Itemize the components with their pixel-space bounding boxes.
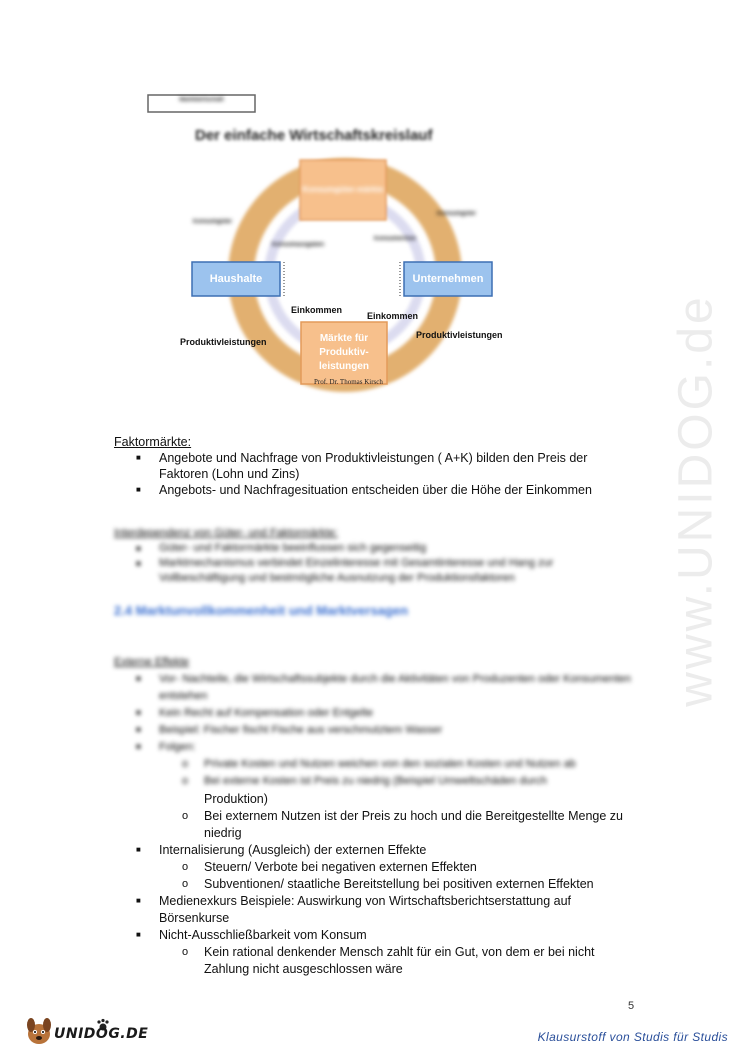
sub-list-continuation (114, 791, 634, 808)
diagram-title: Der einfache Wirtschaftskreislauf (195, 127, 433, 144)
extern-heading: Externe Effekte (114, 656, 190, 668)
list-item: ■ Folgen: (136, 741, 196, 753)
box-right-label: Unternehmen (412, 273, 484, 285)
label-produktivleistungen-left: Produktivleistungen (180, 337, 267, 347)
diagram-credit: Prof. Dr. Thomas Kirsch (314, 378, 383, 386)
sub-list-item-text: Bei externe Kosten ist Preis zu niedrig (Beispiel Umweltschäden durch (204, 775, 547, 787)
label-konsumerloese: Konsumerlöse (374, 236, 416, 242)
faktor-heading: Faktormärkte: (114, 435, 192, 449)
box-top-label: Konsumgüter-märkte (302, 184, 384, 194)
section-interdependenz (114, 526, 634, 586)
list-item: ■ Vor- Nachteile, die Wirtschaftssubjekte durch die Aktivitäten von Produzenten oder Konsumenten entstehen (136, 673, 632, 702)
list-item: ■ Internalisierung (Ausgleich) der externen Effekte (136, 843, 427, 857)
list-item-text: Nicht-Ausschließbarkeit vom Konsum (159, 928, 367, 942)
section-heading: 2.4 Marktunvollkommenheit und Marktversagen (114, 603, 409, 618)
list-item: ■ Nicht-Ausschließbarkeit vom Konsum (136, 928, 367, 942)
logo-text: UNIDOG.DE (54, 1026, 149, 1042)
sub-list-item-text: Steuern/ Verbote bei negativen externen Effekten (204, 860, 477, 874)
sub-list-item: o Subventionen/ staatliche Bereitstellung bei positiven externen Effekten (182, 877, 594, 891)
list-item-text: Internalisierung (Ausgleich) der externen Effekte (159, 843, 427, 857)
list-item-text: Vor- Nachteile, die Wirtschaftssubjekte durch die Aktivitäten von Produzenten oder Konsumenten entstehen (159, 673, 632, 702)
label-produktivleistungen-right: Produktivleistungen (416, 330, 503, 340)
sub-list-item: o Steuern/ Verbote bei negativen externen Effekten (182, 860, 477, 874)
list-item-text: Angebots- und Nachfragesituation entscheiden über die Höhe der Einkommen (159, 483, 592, 497)
list-item: ■ Angebots- und Nachfragesituation entscheiden über die Höhe der Einkommen (136, 483, 592, 497)
list-item-text: Güter- und Faktormärkte beeinflussen sich gegenseitig (159, 542, 427, 554)
box-bottom-label: Märkte für Produktiv-leistungen (318, 333, 369, 372)
list-item-text: Angebote und Nachfrage von Produktivleistungen ( A+K) bilden den Preis der Faktoren (Lohn und Zins) (159, 451, 588, 481)
sub-list-item: o Private Kosten und Nutzen weichen von den sozialen Kosten und Nutzen ab (182, 758, 576, 770)
list-item-text: Kein Recht auf Kompensation oder Entgelte (159, 707, 374, 719)
sub-list-item: o Bei externem Nutzen ist der Preis zu hoch und die Bereitgestellte Menge zu niedrig (182, 809, 623, 840)
list-item: ■ Kein Recht auf Kompensation oder Entgelte (136, 707, 374, 719)
list-item: ■ Beispiel: Fischer fischt Fische aus verschmutztem Wasser (136, 724, 443, 736)
sub-list-item-text: Kein rational denkender Mensch zahlt für ein Gut, von dem er bei nicht Zahlung nicht ausgeschlossen wäre (204, 945, 595, 976)
label-konsumgueter-left: Konsumgüter (193, 219, 232, 225)
list-item: ■ Medienexkurs Beispiele: Auswirkung von Wirtschaftsberichtserstattung auf Börsenkurse (136, 894, 571, 925)
list-item-text: Marktmechanismus verbindet Einzelinteresse mit Gesamtinteresse und Hang zur Vollbeschäftigung und bestmögliche Ausnutzung der Produktionsfaktoren (159, 557, 554, 584)
label-einkommen-1: Einkommen (291, 305, 343, 315)
footer-tagline: Klausurstoff von Studis für Studis (537, 1030, 728, 1044)
label-konsumgueter-right: Konsumgüter (437, 211, 476, 217)
section-externe-effekte-continued (114, 791, 634, 978)
sub-list-item-text: Produktion) (204, 792, 268, 806)
sub-list-item-text: Private Kosten und Nutzen weichen von den sozialen Kosten und Nutzen ab (204, 758, 576, 770)
section-faktormaerkte (114, 434, 634, 498)
section-externe-effekte (114, 654, 634, 790)
list-item-text: Medienexkurs Beispiele: Auswirkung von Wirtschaftsberichtserstattung auf Börsenkurse (159, 894, 571, 925)
label-konsumausgaben: Konsumausgaben (272, 242, 325, 248)
diagram-tag: Marktwirtschaft (179, 97, 224, 103)
unidog-logo[interactable] (22, 1014, 162, 1048)
circular-flow-diagram (0, 0, 750, 400)
sub-list-item: o Bei externe Kosten ist Preis zu niedrig (Beispiel Umweltschäden durch (182, 775, 547, 787)
page-number: 5 (628, 1000, 635, 1012)
watermark-text: www.UNIDOG.de (669, 293, 723, 707)
list-item: ■ Angebote und Nachfrage von Produktivleistungen ( A+K) bilden den Preis der Faktoren (Lohn und Zins) (136, 451, 588, 481)
sub-list-item-text: Subventionen/ staatliche Bereitstellung bei positiven externen Effekten (204, 877, 594, 891)
sub-list-item: o Kein rational denkender Mensch zahlt für ein Gut, von dem er bei nicht Zahlung nicht ausgeschlossen wäre (182, 945, 595, 976)
interdep-heading: Interdependenz von Güter- und Faktormärkte: (114, 527, 338, 539)
label-einkommen-2: Einkommen (367, 311, 419, 321)
list-item-text: Folgen: (159, 741, 196, 753)
box-left-label: Haushalte (209, 273, 263, 285)
list-item-text: Beispiel: Fischer fischt Fische aus verschmutztem Wasser (159, 724, 443, 736)
sub-list-item-text: Bei externem Nutzen ist der Preis zu hoch und die Bereitgestellte Menge zu niedrig (204, 809, 623, 840)
list-item: ■ Güter- und Faktormärkte beeinflussen sich gegenseitig (136, 542, 427, 554)
dog-icon (22, 1014, 56, 1048)
list-item: ■ Marktmechanismus verbindet Einzelinteresse mit Gesamtinteresse und Hang zur Vollbeschäftigung und bestmögliche Ausnutzung der Produktionsfaktoren (136, 557, 554, 584)
